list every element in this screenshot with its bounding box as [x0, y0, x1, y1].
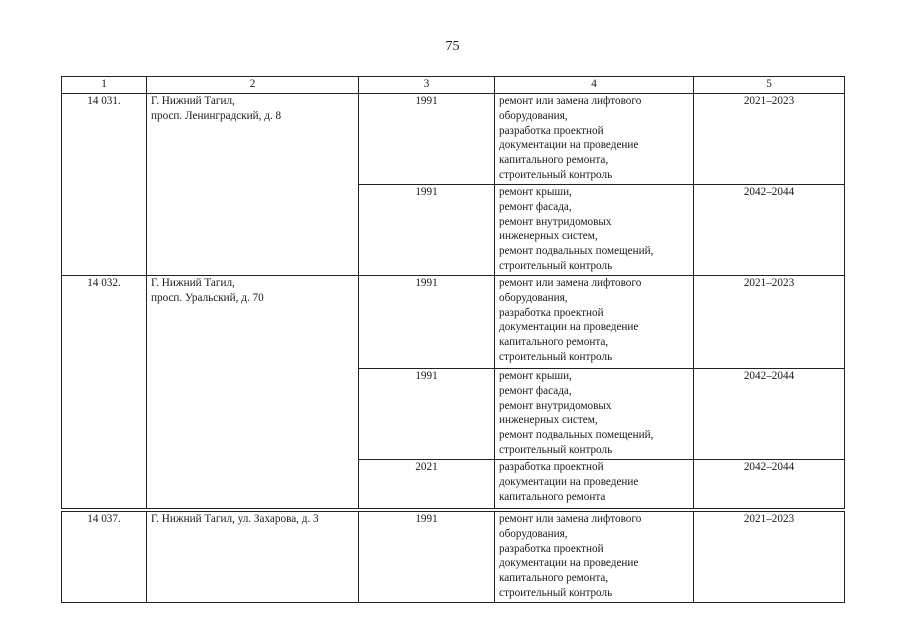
- address-cell-line: Г. Нижний Тагил, ул. Захарова, д. 3: [151, 513, 319, 525]
- works-cell-line: ремонт крыши,: [499, 186, 572, 198]
- header-col-3: 3: [359, 77, 495, 94]
- works-cell-line: строительный контроль: [499, 168, 613, 181]
- header-col-5: 5: [694, 77, 845, 94]
- works-cell: [495, 94, 694, 185]
- address-cell-line: Г. Нижний Тагил,: [151, 277, 235, 289]
- works-cell-line: ремонт крыши,: [499, 370, 572, 382]
- works-cell-line: ремонт фасада,: [499, 384, 572, 397]
- works-cell-line: документации на проведение: [499, 557, 639, 570]
- works-table-body: [62, 77, 845, 509]
- works-cell-line: строительный контроль: [499, 586, 613, 599]
- row-number: 14 037.: [62, 512, 147, 603]
- period-cell: 2042–2044: [694, 369, 845, 460]
- table-row: [62, 276, 845, 369]
- works-cell-line: строительный контроль: [499, 259, 613, 272]
- works-table-continued-body: [62, 512, 845, 603]
- works-cell-line: ремонт или замена лифтового: [499, 95, 642, 107]
- works-cell-line: оборудования,: [499, 527, 568, 540]
- address-cell: [147, 512, 359, 603]
- table-row: [62, 512, 845, 603]
- header-col-4: 4: [495, 77, 694, 94]
- works-cell-line: ремонт или замена лифтового: [499, 513, 642, 525]
- works-cell-line: капитального ремонта,: [499, 336, 609, 349]
- works-cell-line: разработка проектной: [499, 306, 604, 319]
- page-number: 75: [445, 39, 460, 54]
- works-cell: [495, 276, 694, 369]
- works-table: [61, 76, 845, 509]
- header-col-2: 2: [147, 77, 359, 94]
- address-cell-line: просп. Уральский, д. 70: [151, 291, 264, 304]
- period-cell: 2021–2023: [694, 512, 845, 603]
- works-cell: [495, 460, 694, 509]
- works-cell-line: разработка проектной: [499, 461, 604, 473]
- works-cell-line: капитального ремонта: [499, 490, 606, 503]
- works-cell-line: ремонт подвальных помещений,: [499, 245, 654, 258]
- header-row: [62, 77, 845, 94]
- works-cell: [495, 369, 694, 460]
- address-cell: [147, 276, 359, 509]
- works-cell-line: документации на проведение: [499, 139, 639, 152]
- period-cell: 2042–2044: [694, 460, 845, 509]
- year-cell: 1991: [359, 369, 495, 460]
- year-cell: 1991: [359, 94, 495, 185]
- year-cell: 1991: [359, 185, 495, 276]
- works-cell-line: ремонт подвальных помещений,: [499, 429, 654, 442]
- period-cell: 2021–2023: [694, 276, 845, 369]
- works-cell-line: строительный контроль: [499, 443, 613, 456]
- works-cell-line: инженерных систем,: [499, 414, 598, 427]
- table-row: [62, 94, 845, 185]
- works-table-continued: [61, 511, 845, 603]
- works-cell-line: ремонт фасада,: [499, 200, 572, 213]
- works-cell-line: ремонт внутридомовых: [499, 399, 612, 412]
- works-cell-line: ремонт или замена лифтового: [499, 277, 642, 289]
- works-cell-line: ремонт внутридомовых: [499, 215, 612, 228]
- works-cell-line: разработка проектной: [499, 124, 604, 137]
- works-cell-line: документации на проведение: [499, 321, 639, 334]
- works-cell: [495, 512, 694, 603]
- address-cell-line: просп. Ленинградский, д. 8: [151, 109, 282, 122]
- year-cell: 1991: [359, 276, 495, 369]
- period-cell: 2042–2044: [694, 185, 845, 276]
- period-cell: 2021–2023: [694, 94, 845, 185]
- year-cell: 2021: [359, 460, 495, 509]
- works-cell-line: капитального ремонта,: [499, 572, 609, 585]
- works-cell-line: строительный контроль: [499, 350, 613, 363]
- works-cell: [495, 185, 694, 276]
- works-cell-line: инженерных систем,: [499, 230, 598, 243]
- works-cell-line: оборудования,: [499, 109, 568, 122]
- header-col-1: 1: [62, 77, 147, 94]
- address-cell: [147, 94, 359, 276]
- works-cell-line: разработка проектной: [499, 542, 604, 555]
- works-cell-line: капитального ремонта,: [499, 154, 609, 167]
- row-number: 14 031.: [62, 94, 147, 276]
- address-cell-line: Г. Нижний Тагил,: [151, 95, 235, 107]
- works-cell-line: оборудования,: [499, 291, 568, 304]
- year-cell: 1991: [359, 512, 495, 603]
- row-number: 14 032.: [62, 276, 147, 509]
- works-cell-line: документации на проведение: [499, 475, 639, 488]
